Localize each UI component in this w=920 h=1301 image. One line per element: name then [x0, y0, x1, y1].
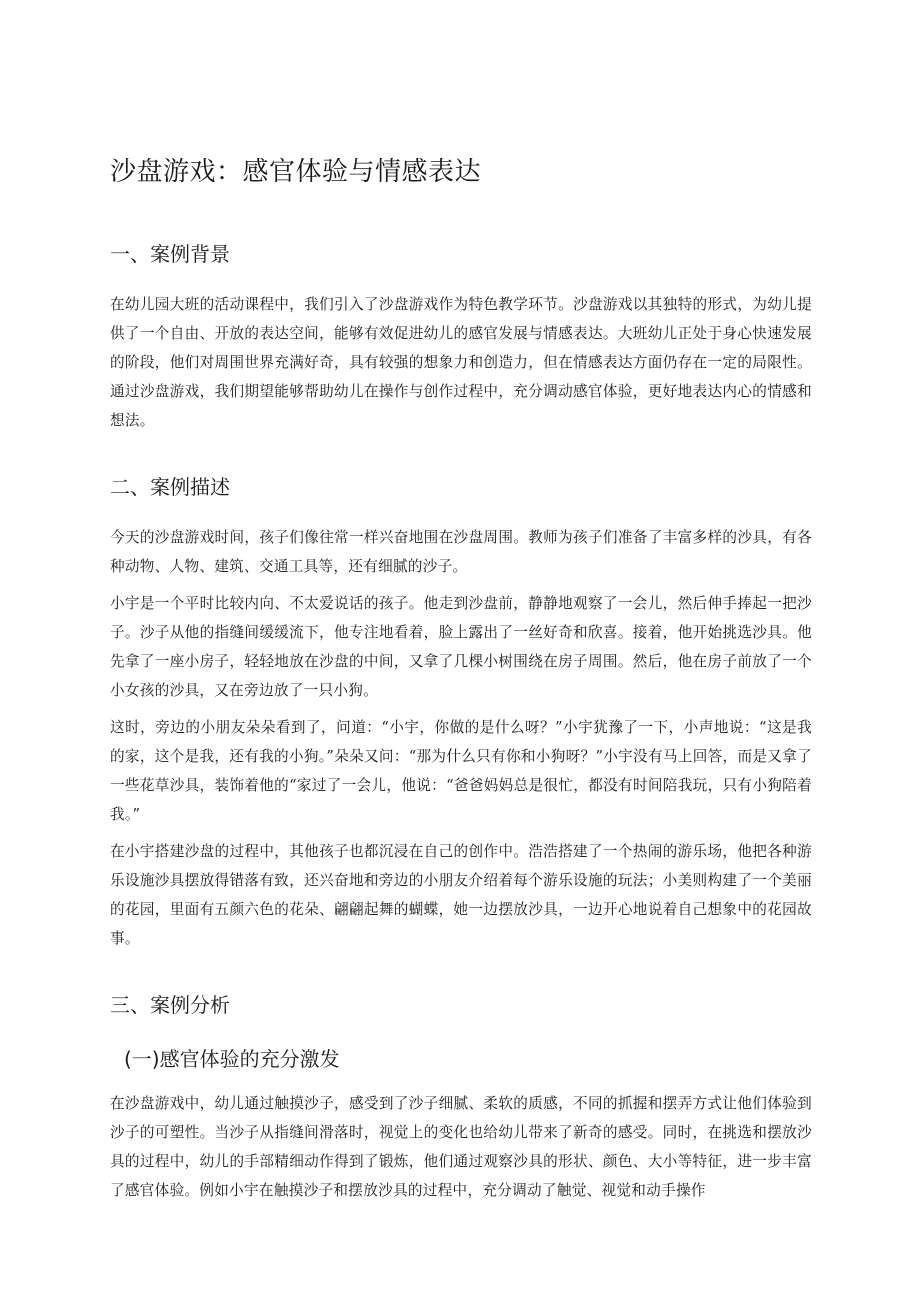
- section-heading: 二、案例描述: [110, 475, 230, 499]
- paragraph: 在小宇搭建沙盘的过程中，其他孩子也都沉浸在自己的创作中。浩浩搭建了一个热闹的游乐场，他把各种游乐设施沙具摆放得错落有致，还兴奋地和旁边的小朋友介绍着每个游乐设施的玩法；小美则构建了一个美丽的花园，里面有五颜六色的花朵、翩翩起舞的蝴蝶，她一边摆放沙具，一边开心地说着自己想象中的花园故事。: [110, 843, 812, 947]
- section-description: [110, 469, 812, 953]
- page-title: 沙盘游戏：感官体验与情感表达: [110, 157, 482, 187]
- section-heading: 三、案例分析: [110, 993, 230, 1017]
- section-analysis: [110, 987, 812, 1205]
- section-heading: 一、案例背景: [110, 242, 230, 266]
- paragraph: 这时，旁边的小朋友朵朵看到了，问道：“小宇，你做的是什么呀？”小宇犹豫了一下，小声地说：“这是我的家，这个是我，还有我的小狗。”朵朵又问：“那为什么只有你和小狗呀？”小宇没有马上回答，而是又拿了一些花草沙具，装饰着他的“家过了一会儿，他说：“爸爸妈妈总是很忙，都没有时间陪我玩，只有小狗陪着我。”: [110, 719, 812, 823]
- paragraph: 今天的沙盘游戏时间，孩子们像往常一样兴奋地围在沙盘周围。教师为孩子们准备了丰富多样的沙具，有各种动物、人物、建筑、交通工具等，还有细腻的沙子。: [110, 529, 812, 575]
- subsection-heading: (一)感官体验的充分激发: [124, 1047, 340, 1071]
- document-page: [110, 150, 812, 1213]
- paragraph: 在沙盘游戏中，幼儿通过触摸沙子，感受到了沙子细腻、柔软的质感，不同的抓握和摆弄方式让他们体验到沙子的可塑性。当沙子从指缝间滑落时，视觉上的变化也给幼儿带来了新奇的感受。同时，在挑选和摆放沙具的过程中，幼儿的手部精细动作得到了锻炼，他们通过观察沙具的形状、颜色、大小等特征，进一步丰富了感官体验。例如小宇在触摸沙子和摆放沙具的过程中，充分调动了触觉、视觉和动手操作: [110, 1095, 812, 1199]
- subsection-sensory: [110, 1041, 812, 1205]
- paragraph: 在幼儿园大班的活动课程中，我们引入了沙盘游戏作为特色教学环节。沙盘游戏以其独特的形式，为幼儿提供了一个自由、开放的表达空间，能够有效促进幼儿的感官发展与情感表达。大班幼儿正处于身心快速发展的阶段，他们对周围世界充满好奇，具有较强的想象力和创造力，但在情感表达方面仍存在一定的局限性。通过沙盘游戏，我们期望能够帮助幼儿在操作与创作过程中，充分调动感官体验，更好地表达内心的情感和想法。: [110, 296, 812, 429]
- section-background: [110, 236, 812, 435]
- paragraph: 小宇是一个平时比较内向、不太爱说话的孩子。他走到沙盘前，静静地观察了一会儿，然后伸手捧起一把沙子。沙子从他的指缝间缓缓流下，他专注地看着，脸上露出了一丝好奇和欣喜。接着，他开始挑选沙具。他先拿了一座小房子，轻轻地放在沙盘的中间，又拿了几棵小树围绕在房子周围。然后，他在房子前放了一个小女孩的沙具，又在旁边放了一只小狗。: [110, 595, 812, 699]
